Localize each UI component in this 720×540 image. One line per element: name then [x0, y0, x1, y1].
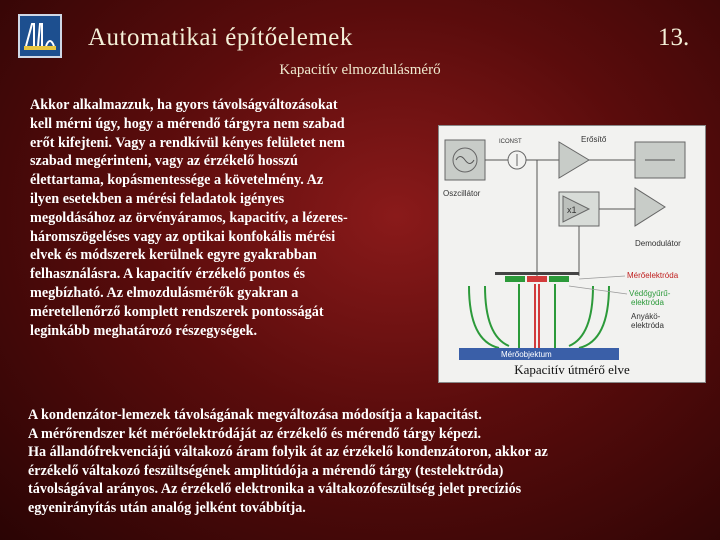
text-line: felhasználásra. A kapacitív érzékelő pontos és — [30, 266, 306, 283]
text-line: egyenirányítás után analóg jelként továbbítja. — [28, 499, 306, 516]
guard-ring-left — [505, 276, 525, 282]
text-line: méretellenőrző komplett rendszerek pontosságát — [30, 303, 324, 320]
text-line: háromszögeléses vagy az optikai konfokális mérési — [30, 228, 336, 245]
page-title: Automatikai építőelemek — [88, 24, 353, 51]
text-line: Akkor alkalmazzuk, ha gyors távolságváltozásokat — [30, 97, 338, 113]
slide-number: 13. — [658, 24, 690, 51]
section-subtitle: Kapacitív elmozdulásmérő — [279, 62, 441, 78]
ground-electrode-label-2: elektróda — [631, 321, 664, 330]
amplifier-label: Erősítő — [581, 135, 607, 144]
text-line: megoldásához az örvényáramos, kapacitív, a lézeres- — [30, 209, 348, 226]
measuring-electrode-label: Mérőelektróda — [627, 271, 679, 280]
text-line: élettartama, kopásmentessége a követelmény. Az — [30, 172, 324, 189]
capacitive-sensor-schematic — [439, 126, 705, 382]
guard-ring-right — [549, 276, 569, 282]
text-line: érzékelő váltakozó feszültségének amplitúdója a mérendő tárgy (testelektróda) — [28, 462, 504, 479]
text-line: A mérőrendszer két mérőelektródáját az érzékelő és mérendő tárgy képezi. — [28, 425, 482, 442]
text-line: leginkább meghatározó részegységek. — [30, 322, 258, 339]
text-line: Ha állandófrekvenciájú váltakozó áram folyik át az érzékelő kondenzátoron, akkor az — [28, 444, 548, 461]
text-line: szabad megérinteni, vagy az érzékelő hosszú — [30, 153, 298, 170]
text-line: megbízható. Az elmozdulásmérők gyakran a — [30, 284, 299, 301]
ground-electrode-label: Anyákö- — [631, 312, 661, 321]
iconst-label: ICONST — [499, 139, 522, 145]
intro-paragraph — [30, 96, 435, 340]
demodulator-label: Demodulátor — [635, 239, 681, 248]
figure-caption: Kapacitív útmérő elve — [514, 362, 630, 377]
logo-icon — [18, 14, 62, 58]
text-line: kell mérni úgy, hogy a mérendő tárgyra nem szabad — [30, 115, 345, 132]
oscillator-label: Oszcillátor — [443, 189, 481, 198]
guard-ring-label-2: elektróda — [631, 298, 664, 307]
explanation-paragraph — [28, 406, 698, 518]
text-line: távolságával arányos. Az érzékelő elektronika a váltakozófeszültség jelet precíziós — [28, 481, 522, 498]
sensor-diagram — [438, 125, 706, 383]
target-label: Mérőobjektum — [501, 350, 552, 359]
text-line: ilyen esetekben a mérési feladatok igényes — [30, 190, 285, 207]
guard-ring-label: Védőgyűrű- — [629, 289, 671, 298]
buffer-gain-label: x1 — [567, 205, 577, 215]
measuring-electrode — [527, 276, 547, 282]
text-line: elvek és módszerek kerülnek egyre gyakrabban — [30, 247, 317, 264]
text-line: A kondenzátor-lemezek távolságának megváltozása módosítja a kapacitást. — [28, 407, 482, 423]
text-line: erőt kifejteni. Vagy a rendkívül kényes felületet nem — [30, 134, 345, 151]
